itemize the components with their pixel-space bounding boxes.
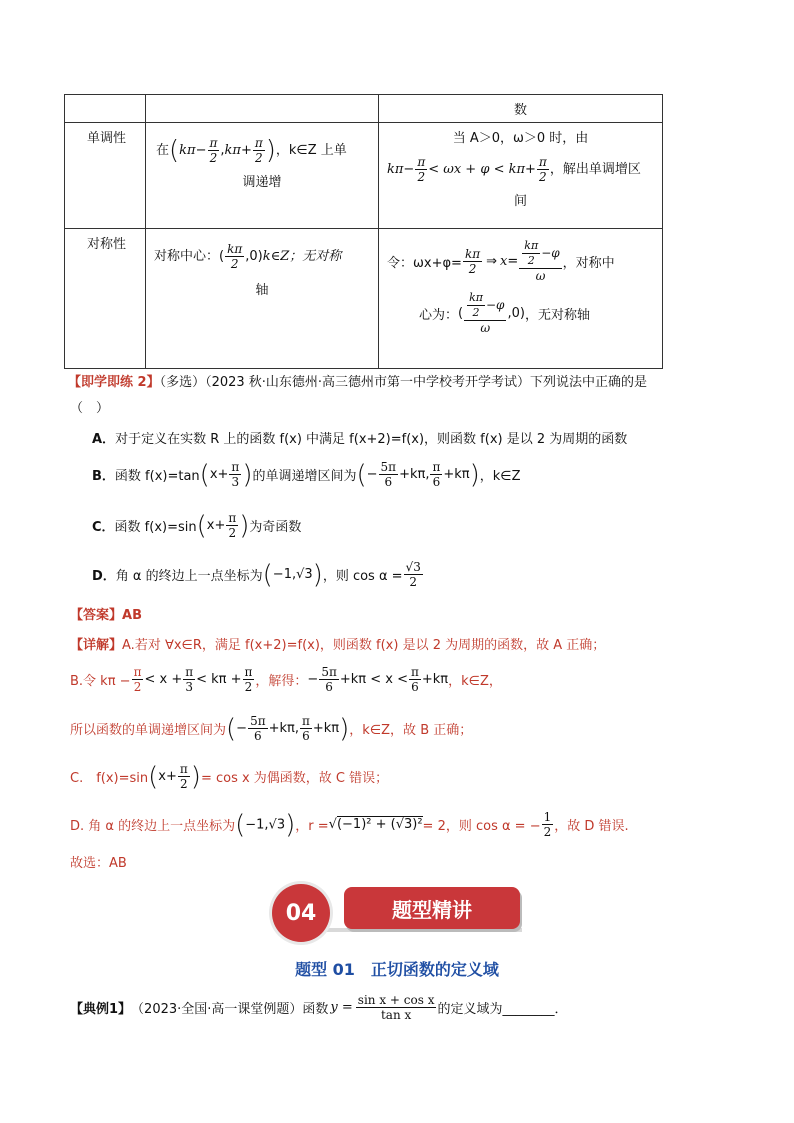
table-row: [65, 123, 663, 229]
detail-c: C. f(x)=sin ( x+ $\frac{\pi}{2}$ ) = cos x 为偶函数，故 C 错误；: [70, 761, 389, 792]
answer-line: 【答案】AB: [70, 608, 142, 623]
exercise-tag: 【即学即练 2】: [68, 375, 160, 390]
answer-blank: （ ）: [70, 401, 110, 416]
header-fragment: 数: [513, 103, 527, 118]
detail-a: 【详解】A.若对 ∀x∈R，满足 f(x+2)=f(x)，则函数 f(x) 是以 2 为周期的函数，故 A 正确；: [70, 638, 606, 653]
option-c: C． 函数 f(x)=sin ( x+ $\frac{\pi}{2}$ ) 为奇函数: [92, 510, 302, 541]
row-label-symmetry: 对称性: [65, 229, 146, 369]
table-cell: [65, 95, 146, 123]
detail-b-2: 所以函数的单调递增区间为 ( − $\frac{5\pi}{6}$ +kπ, $\frac{\pi}{6}$ +kπ ) ，k∈Z，故 B 正确；: [70, 713, 473, 744]
symmetry-general-cell: 令：ωx+φ= $\frac{k\pi}{2}$ ⇒ x = $\frac{k\pi}{2}$ −φ ω ，对称中 心为： ( $\frac{k\pi}{2}$ −φ ω ,0) ，无对称轴: [379, 229, 663, 369]
section-title-banner: 题型精讲: [344, 887, 520, 929]
final-choice: 故选：AB: [70, 856, 127, 871]
table-cell: [146, 95, 379, 123]
detail-d: D. 角 α 的终边上一点坐标为 (−1,√3) ，r = √(−1)² + (√3)² = 2，则 cos α = − $\frac{1}{2}$ ，故 D 错误.: [70, 809, 629, 840]
example-tag: 【典例1】: [70, 1002, 132, 1017]
monotonicity-tangent-cell: 在(kπ− $\frac{\pi}{2}$ ,kπ+ $\frac{\pi}{2}$ )，k∈Z 上单 调递增: [146, 123, 379, 229]
symmetry-tangent-cell: 对称中心：( $\frac{k\pi}{2}$ ,0)k∈Z；无对称 轴: [146, 229, 379, 369]
monotonicity-general-cell: 当 A＞0，ω＞0 时，由 kπ− $\frac{\pi}{2}$ < ωx + φ < kπ+ $\frac{\pi}{2}$ ，解出单调增区 间: [379, 123, 663, 229]
option-a: A．对于定义在实数 R 上的函数 f(x) 中满足 f(x+2)=f(x)，则函数 f(x) 是以 2 为周期的函数: [92, 432, 628, 447]
detail-b-1: B.令 kπ − $\frac{\pi}{2}$ < x + $\frac{\pi}{3}$ < kπ + $\frac{\pi}{2}$ ，解得： − $\frac{5\pi}{6}$ +kπ < x < $\frac{\pi}{6}$ +kπ ，k∈Z，: [70, 665, 502, 694]
exercise-stem: 【即学即练 2】（多选）（2023 秋·山东德州·高三德州市第一中学校考开学考试）下列说法中正确的是: [68, 375, 648, 390]
option-b: B． 函数 f(x)=tan ( x+ $\frac{\pi}{3}$ ) 的单调递增区间为 ( − $\frac{5\pi}{6}$ +kπ, $\frac{\pi}{6}$ +kπ ) ，k∈Z: [92, 459, 521, 490]
question-type-heading: 题型 01 正切函数的定义域: [295, 960, 499, 979]
option-d: D． 角 α 的终边上一点坐标为 ( −1,√3 ) ，则 cos α = $\frac{√3}{2}$: [92, 559, 421, 590]
table-row: [65, 229, 663, 369]
properties-table: [64, 94, 663, 369]
row-label-monotonicity: 单调性: [65, 123, 146, 229]
section-number-badge: 04: [272, 884, 330, 942]
example-1: 【典例1】 （2023·全国·高一课堂例题）函数 y = $\frac{\text{sin x + cos x}}{\text{tan x}}$ 的定义域为________．: [70, 993, 568, 1022]
table-cell: [379, 95, 663, 123]
